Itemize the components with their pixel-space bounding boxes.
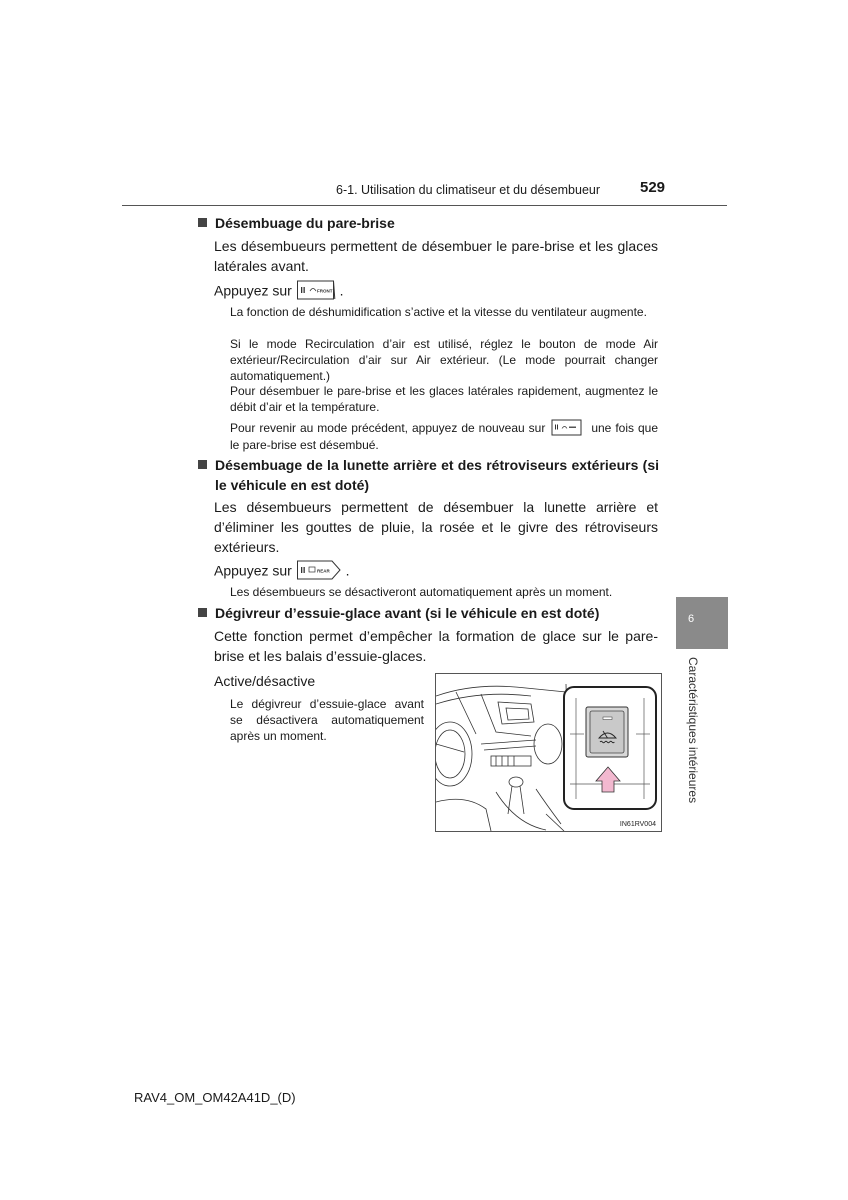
square-bullet-icon: [198, 608, 207, 617]
section1-note-recirculation: Si le mode Recirculation d’air est utilisé, réglez le bouton de mode Air extérieur/Recirculation d’air sur Air extérieur. (Le mode pourrait changer automatiquement.): [230, 337, 658, 383]
square-bullet-icon: [198, 460, 207, 469]
chapter-number: 6: [688, 613, 695, 625]
chapter-label: Caractéristiques intérieures: [686, 657, 700, 804]
section1-note-return: Pour revenir au mode précédent, appuyez de nouveau sur une fois que le pare-brise est désembué.: [230, 421, 658, 452]
section1-note-quick-defog: Pour désembuer le pare-brise et les glaces latérales rapidement, augmentez le débit d’air et la température.: [230, 384, 658, 414]
running-header: 6-1. Utilisation du climatiseur et du désembueur: [336, 183, 601, 197]
rear-label: REAR: [316, 568, 330, 574]
square-bullet-icon: [198, 218, 207, 227]
section1-press-instruction: Appuyez sur FRONT .: [214, 279, 344, 301]
section1-body: Les désembueurs permettent de désembuer le pare-brise et les glaces latérales avant.: [214, 238, 658, 274]
illustration-code: IN61RV004: [619, 821, 656, 828]
chapter-tab: [676, 597, 728, 649]
section2-note-auto-off: Les désembueurs se désactiveront automatiquement après un moment.: [230, 585, 613, 599]
page-number: 529: [640, 179, 666, 196]
front-defogger-button-small-icon: [551, 419, 583, 436]
section-title-wiper-deicer: Dégivreur d’essuie-glace avant (si le véhicule en est doté): [198, 603, 659, 623]
header-divider: [122, 205, 727, 206]
section-title-rear-defog: Désembuage de la lunette arrière et des rétroviseurs extérieurs (si le véhicule en est doté): [198, 455, 659, 495]
section-title-windshield-defog: Désembuage du pare-brise: [198, 213, 659, 233]
section3-toggle-label: Active/désactive: [214, 673, 316, 689]
section2-body: Les désembueurs permettent de désembuer la lunette arrière et d’éliminer les gouttes de pluie, la rosée et le givre des rétroviseurs extérieurs.: [214, 499, 658, 555]
rear-defogger-button-icon: [296, 559, 342, 581]
section3-body: Cette fonction permet d’empêcher la formation de glace sur le pare-brise et les balais d’essuie-glaces.: [214, 628, 658, 664]
section1-note-dehumidify: La fonction de déshumidification s’active et la vitesse du ventilateur augmente.: [230, 305, 647, 319]
front-defogger-button-icon: [296, 279, 336, 301]
wiper-deicer-illustration: [435, 673, 662, 832]
dashboard-drawing: [436, 674, 661, 831]
section2-press-instruction: Appuyez sur REAR .: [214, 559, 350, 581]
document-id: RAV4_OM_OM42A41D_(D): [134, 1090, 296, 1105]
front-label: FRONT: [316, 288, 333, 294]
section3-note-auto-off: Le dégivreur d’essuie-glace avant se désactivera automatiquement après un moment.: [230, 697, 424, 743]
